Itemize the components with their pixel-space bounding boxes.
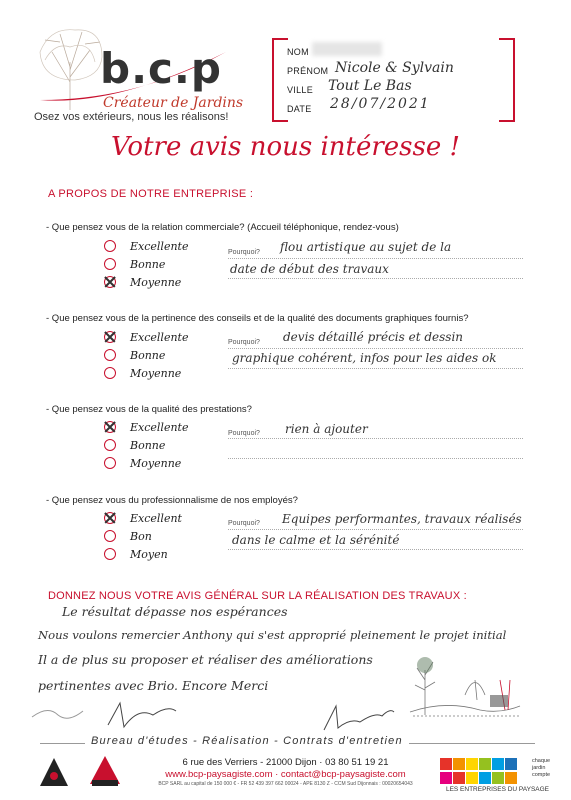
q2-option-2[interactable]: Bonne <box>104 346 165 364</box>
q1-option-2[interactable]: Bonne <box>104 255 165 273</box>
radio-circle-checked[interactable] <box>104 331 116 343</box>
q4-option-3[interactable]: Moyen <box>104 545 168 563</box>
question-1: - Que pensez vous de la relation commerciale? (Accueil téléphonique, rendez-vous) <box>46 222 399 233</box>
q3-option-1[interactable]: Excellente <box>104 418 188 436</box>
section-title: A PROPOS DE NOTRE ENTREPRISE : <box>48 188 254 200</box>
field-value-ville: Tout Le Bas <box>328 78 412 94</box>
radio-circle[interactable] <box>104 349 116 361</box>
q4-option-2[interactable]: Bon <box>104 527 152 545</box>
pourquoi-label: Pourquoi? <box>228 430 260 437</box>
question-4: - Que pensez vous du professionnalisme de nos employés? <box>46 495 298 506</box>
radio-circle[interactable] <box>104 530 116 542</box>
field-label-date: DATE <box>287 104 312 114</box>
general-line-3: Il a de plus su proposer et réaliser des améliorations <box>38 652 373 667</box>
logo-wordmark: b.c.p <box>100 44 222 93</box>
pourquoi-label: Pourquoi? <box>228 339 260 346</box>
garden-sketch-illustration <box>405 640 525 720</box>
radio-circle[interactable] <box>104 367 116 379</box>
general-opinion-title: DONNEZ NOUS VOTRE AVIS GÉNÉRAL SUR LA RÉALISATION DES TRAVAUX : <box>48 590 467 602</box>
q4-answer-line-2: dans le calme et la sérénité <box>232 533 400 547</box>
radio-circle-checked[interactable] <box>104 512 116 524</box>
q2-option-3[interactable]: Moyenne <box>104 364 181 382</box>
q4-option-1[interactable]: Excellent <box>104 509 182 527</box>
radio-circle[interactable] <box>104 457 116 469</box>
footer-web-contact[interactable]: www.bcp-paysagiste.com · contact@bcp-paysagiste.com <box>165 769 406 780</box>
q2-option-1[interactable]: Excellente <box>104 328 188 346</box>
q3-option-3[interactable]: Moyenne <box>104 454 181 472</box>
answer-line <box>228 348 523 349</box>
answer-line <box>228 549 523 550</box>
pourquoi-label: Pourquoi? <box>228 520 260 527</box>
pourquoi-label: Pourquoi? <box>228 249 260 256</box>
footer-legal: BCP SARL au capital de 150 000 € - FR 52 439 397 662 00024 - APE 8130 Z - CCM Sud Dijonnais : 00020654043 <box>158 781 413 787</box>
logo-subtitle: Créateur de Jardins <box>103 95 244 111</box>
q1-option-1[interactable]: Excellente <box>104 237 188 255</box>
entreprises-du-paysage-badge <box>440 758 528 784</box>
services-line: Bureau d'études - Réalisation - Contrats d'entretien <box>85 735 409 747</box>
q1-answer-line-2: date de début des travaux <box>230 262 389 276</box>
radio-circle[interactable] <box>104 240 116 252</box>
answer-line <box>228 258 523 259</box>
answer-line <box>228 438 523 439</box>
form-bracket-right <box>499 38 515 122</box>
q1-option-3[interactable]: Moyenne <box>104 273 181 291</box>
field-value-prenom: Nicole & Sylvain <box>335 60 454 76</box>
logo-tagline: Osez vos extérieurs, nous les réalisons! <box>34 111 229 123</box>
q3-option-2[interactable]: Bonne <box>104 436 165 454</box>
field-value-date: 28/07/2021 <box>330 96 431 112</box>
q2-answer-line-2: graphique cohérent, infos pour les aides ok <box>232 351 497 365</box>
radio-circle-checked[interactable] <box>104 421 116 433</box>
answer-line <box>228 529 523 530</box>
question-2: - Que pensez vous de la pertinence des conseils et de la qualité des documents graphiques fournis? <box>46 313 469 324</box>
field-label-ville: VILLE <box>287 85 314 95</box>
radio-circle-checked[interactable] <box>104 276 116 288</box>
radio-circle[interactable] <box>104 548 116 560</box>
signature-left <box>28 695 188 735</box>
general-line-1: Le résultat dépasse nos espérances <box>62 604 288 619</box>
footer-address: 6 rue des Verriers - 21000 Dijon · 03 80 51 19 21 <box>182 757 389 768</box>
radio-circle[interactable] <box>104 258 116 270</box>
badge-side-text: chaque jardin compte <box>532 758 551 778</box>
question-3: - Que pensez vous de la qualité des prestations? <box>46 404 252 415</box>
badge-label: LES ENTREPRISES DU PAYSAGE <box>445 786 550 793</box>
redacted-name <box>312 42 382 56</box>
general-line-4: pertinentes avec Brio. Encore Merci <box>38 678 269 693</box>
q3-answer-line-1: rien à ajouter <box>285 422 368 436</box>
page-title: Votre avis nous intéresse ! <box>111 132 460 162</box>
field-label-prenom: PRÉNOM <box>287 66 329 76</box>
q1-answer-line-1: flou artistique au sujet de la <box>280 240 452 254</box>
answer-line <box>228 458 523 459</box>
q4-answer-line-1: Equipes performantes, travaux réalisés <box>282 512 522 526</box>
answer-line <box>228 368 523 369</box>
radio-circle[interactable] <box>104 439 116 451</box>
field-label-nom: NOM <box>287 47 309 57</box>
answer-line <box>228 278 523 279</box>
q2-answer-line-1: devis détaillé précis et dessin <box>283 330 464 344</box>
form-bracket-left <box>272 38 288 122</box>
general-line-2: Nous voulons remercier Anthony qui s'est approprié pleinement le projet initial <box>38 628 507 642</box>
signature-right <box>320 698 400 738</box>
